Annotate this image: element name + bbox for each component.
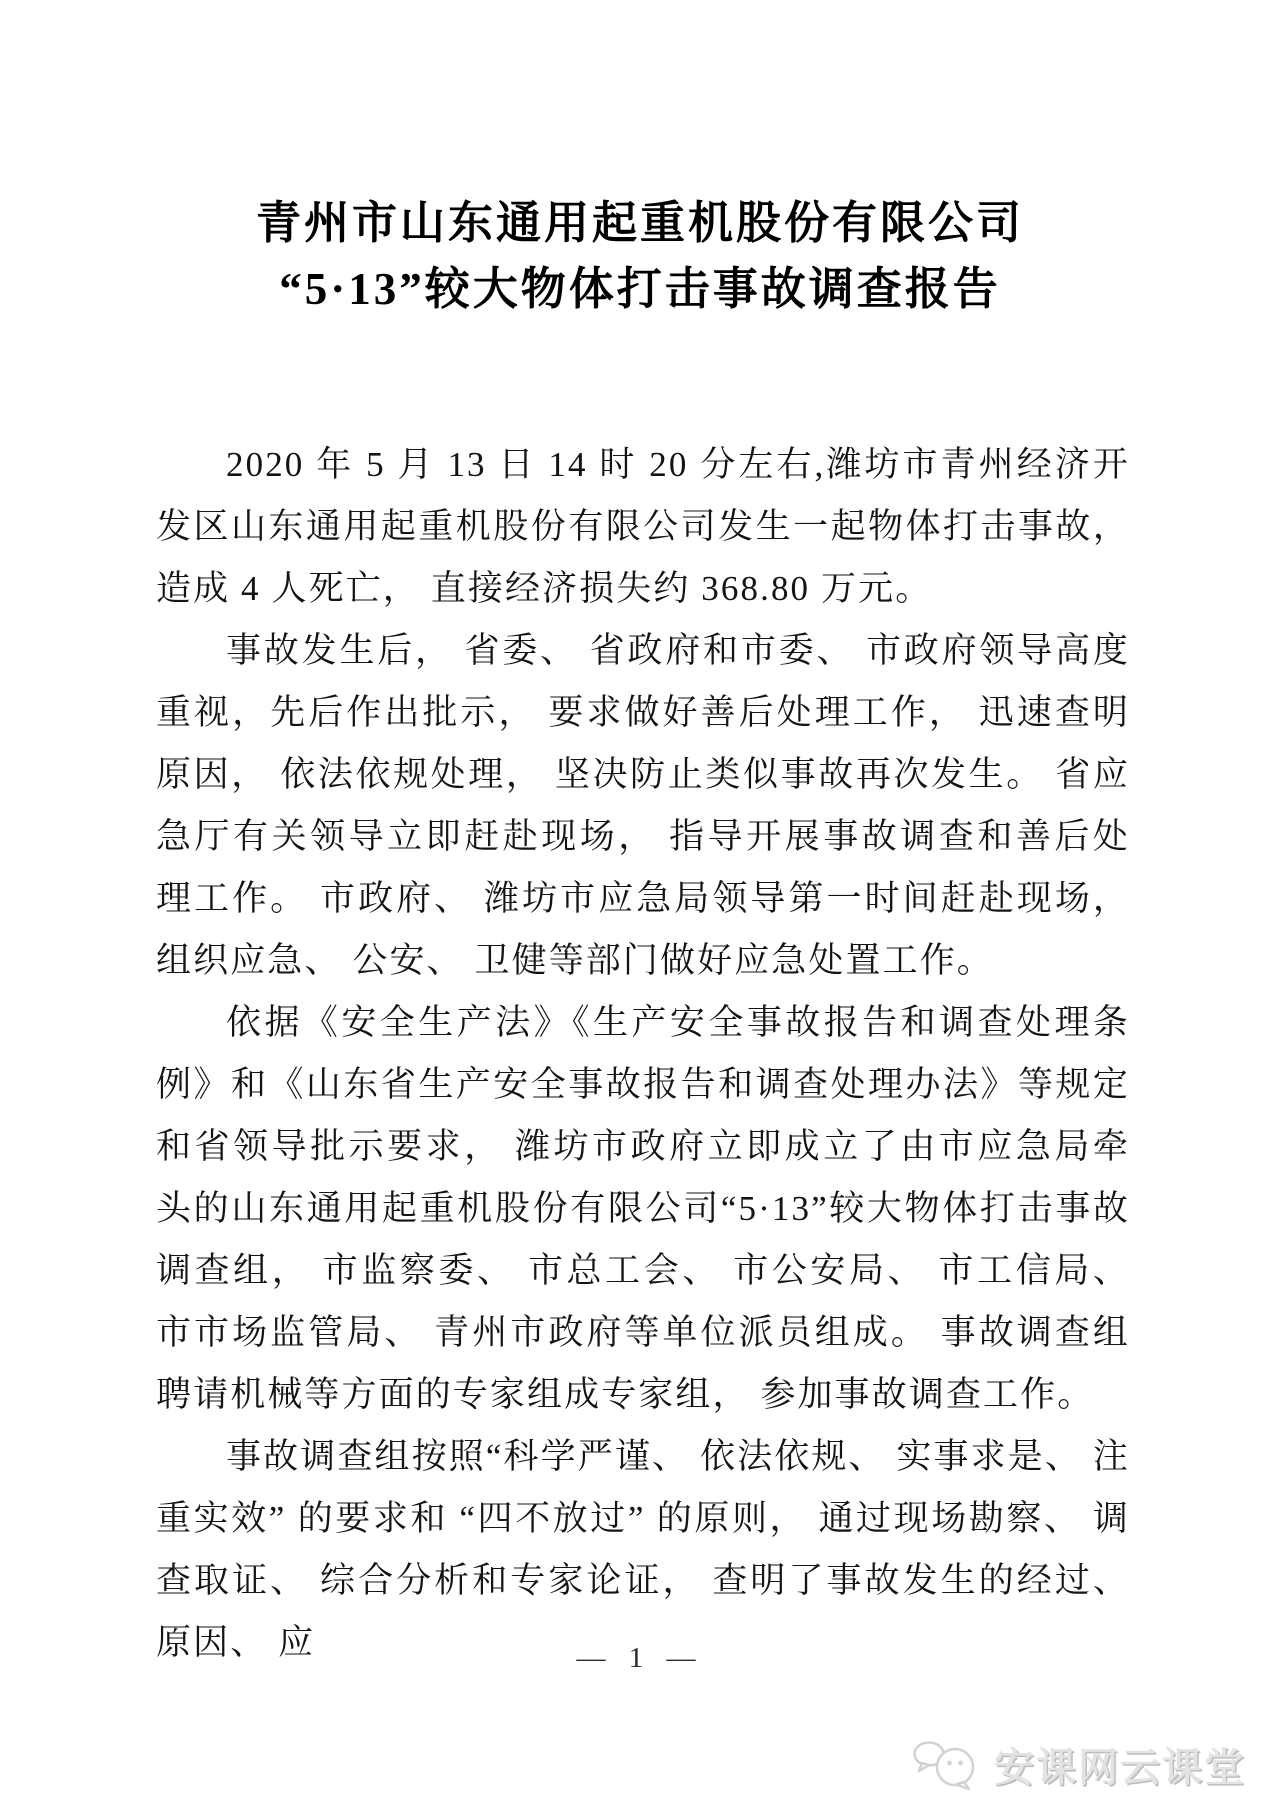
title-line-2: “5·13”较大物体打击事故调查报告 bbox=[279, 264, 1001, 314]
document-body bbox=[156, 434, 1130, 1674]
paragraph: 事故发生后， 省委、 省政府和市委、 市政府领导高度重视，先后作出批示， 要求做好善后处理工作， 迅速查明原因， 依法依规处理， 坚决防止类似事故再次发生。 省应急厅有关领导立即赶赴现场， 指导开展事故调查和善后处理工作。 市政府、 潍坊市应急局领导第一时间赶赴现场， 组织应急、 公安、 卫健等部门做好应急处置工作。 bbox=[156, 631, 1130, 980]
title-line-1: 青州市山东通用起重机股份有限公司 bbox=[255, 198, 1024, 248]
chat-bubbles-icon bbox=[912, 1739, 982, 1791]
paragraph: 事故调查组按照“科学严谨、 依法依规、 实事求是、 注重实效” 的要求和 “四不放过” 的原则， 通过现场勘察、 调查取证、 综合分析和专家论证， 查明了事故发生的经过、 原因、 应 bbox=[156, 1437, 1130, 1662]
watermark bbox=[912, 1736, 1246, 1793]
watermark-label: 安课网云课堂 bbox=[994, 1746, 1246, 1790]
paragraph: 依据《安全生产法》《生产安全事故报告和调查处理条例》和《山东省生产安全事故报告和调查处理办法》等规定和省领导批示要求， 潍坊市政府立即成立了由市应急局牵头的山东通用起重机股份有限公司“5·13”较大物体打击事故调查组， 市监察委、 市总工会、 市公安局、 市工信局、 市市场监管局、 青州市政府等单位派员组成。 事故调查组聘请机械等方面的专家组成专家组， 参加事故调查工作。 bbox=[156, 1003, 1130, 1414]
paragraph: 2020 年 5 月 13 日 14 时 20 分左右,潍坊市青州经济开发区山东通用起重机股份有限公司发生一起物体打击事故， 造成 4 人死亡， 直接经济损失约 368.80 万元。 bbox=[156, 445, 1130, 608]
document-title bbox=[0, 0, 1280, 322]
page-number: — 1 — bbox=[576, 1642, 704, 1674]
